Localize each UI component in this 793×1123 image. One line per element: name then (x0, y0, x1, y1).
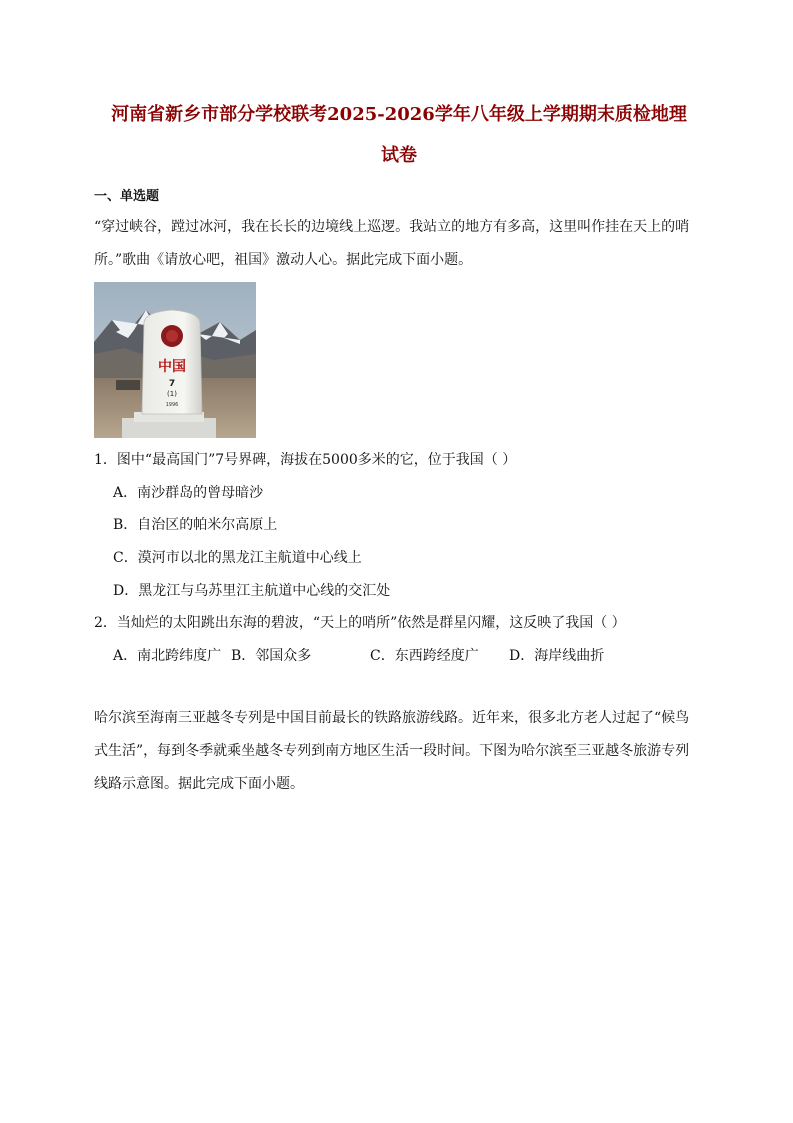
boundary-marker-illustration (94, 282, 256, 438)
marker-year: 1996 (165, 402, 179, 408)
question-1-option-c: C．漠河市以北的黑龙江主航道中心线上 (113, 550, 362, 566)
question-2-option-b: B．邻国众多 (231, 648, 312, 664)
question-2-option-a: A．南北跨纬度广 (113, 648, 222, 664)
boundary-marker-photo (94, 282, 256, 438)
question-1-option-a: A．南沙群岛的曾母暗沙 (113, 485, 264, 501)
passage-1-line-1: “穿过峡谷，蹚过冰河，我在长长的边境线上巡逻。我站立的地方有多高，这里叫作挂在天上的哨 (94, 219, 690, 235)
passage-2-line-1: 哈尔滨至海南三亚越冬专列是中国目前最长的铁路旅游线路。近年来，很多北方老人过起了“候鸟 (94, 710, 690, 726)
question-2-option-c: C．东西跨经度广 (370, 648, 479, 664)
marker-sub: (1) (167, 390, 177, 398)
question-1-option-d: D．黑龙江与乌苏里江主航道中心线的交汇处 (113, 583, 391, 599)
passage-2-line-2: 式生活”，每到冬季就乘坐越冬专列到南方地区生活一段时间。下图为哈尔滨至三亚越冬旅游专列 (94, 743, 690, 759)
question-2-stem: 2．当灿烂的太阳跳出东海的碧波，“天上的哨所”依然是群星闪耀，这反映了我国（ ） (94, 615, 626, 631)
question-1-stem: 1．图中“最高国门”7号界碑，海拔在5000多米的它，位于我国（ ） (94, 452, 517, 468)
passage-2-line-3: 线路示意图。据此完成下面小题。 (94, 776, 304, 792)
section-heading: 一、单选题 (94, 189, 160, 204)
marker-number: 7 (168, 379, 176, 389)
document-title-line-2: 试卷 (381, 145, 417, 166)
question-1-option-b: B．自治区的帕米尔高原上 (113, 517, 278, 533)
marker-text: 中国 (158, 359, 186, 375)
question-2-option-d: D．海岸线曲折 (509, 648, 605, 664)
document-title-line-1: 河南省新乡市部分学校联考2025-2026学年八年级上学期期末质检地理 (111, 104, 687, 125)
passage-1-line-2: 所。”歌曲《请放心吧，祖国》激动人心。据此完成下面小题。 (94, 252, 473, 268)
